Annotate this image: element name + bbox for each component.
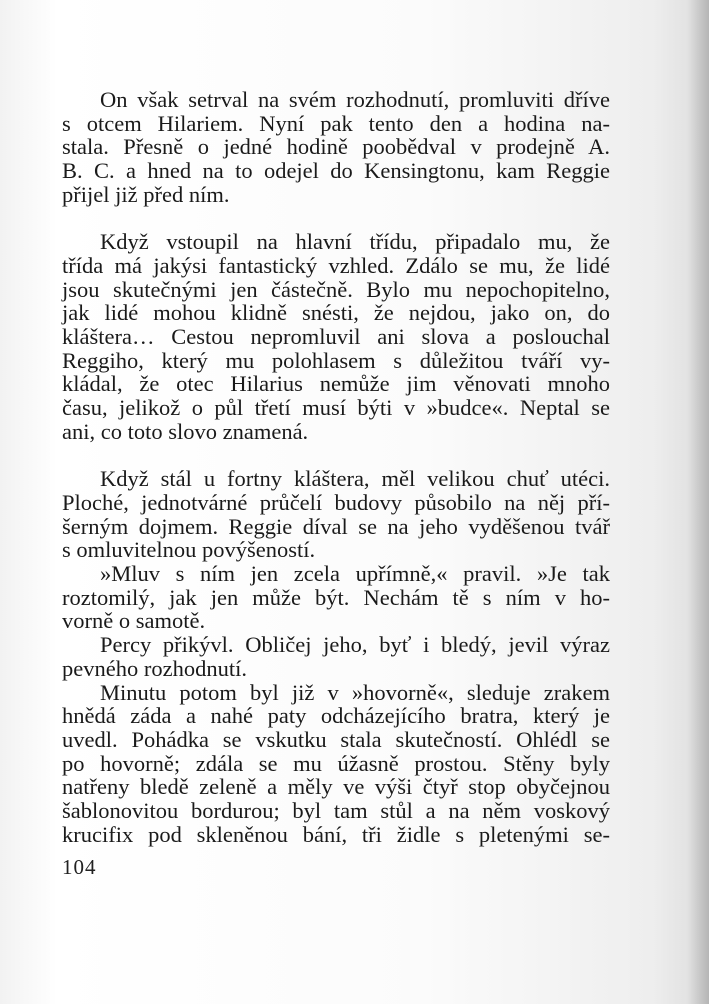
text-line: jak lidé mohou klidně snésti, že nejdou, jako on, do: [62, 300, 610, 326]
text-line: šablonovitou bordurou; byl tam stůl a na něm voskový: [62, 798, 610, 824]
text-line: »Mluv s ním jen zcela upřímně,« pravil. »Je tak: [100, 561, 610, 587]
paragraph-1: [62, 88, 610, 207]
text-line: s otcem Hilariem. Nyní pak tento den a hodina na-: [62, 110, 610, 136]
page-gutter-shadow: [687, 0, 709, 1004]
paragraph-2: [62, 230, 610, 443]
text-line: Percy přikývl. Obličej jeho, byť i bledý, jevil výraz: [100, 632, 610, 658]
text-line: s omluvitelnou povýšeností.: [62, 537, 316, 563]
text-line: přijel již před ním.: [62, 181, 230, 207]
paragraph-6: [62, 681, 610, 847]
text-line: roztomilý, jak jen může být. Nechám tě s ním v ho-: [62, 584, 610, 610]
text-line: natřeny bledě zeleně a měly ve výši čtyř stop obyčejnou: [62, 774, 610, 800]
text-line: stala. Přesně o jedné hodině poobědval v prodejně A.: [62, 134, 610, 160]
text-line: krucifix pod skleněnou bání, tři židle s pletenými se-: [62, 821, 610, 847]
text-line: kláštera… Cestou nepromluvil ani slova a poslouchal: [62, 324, 610, 350]
text-line: kládal, že otec Hilarius nemůže jim věnovati mnoho: [62, 371, 610, 397]
text-line: ani, co toto slovo znamená.: [62, 418, 309, 444]
paragraph-4: [62, 562, 610, 633]
text-line: po hovorně; zdála se mu úžasně prostou. Stěny byly: [62, 750, 610, 776]
text-line: hnědá záda a nahé paty odcházejícího bratra, který je: [62, 703, 610, 729]
text-line: pevného rozhodnutí.: [62, 655, 247, 681]
page-number: 104: [62, 855, 97, 879]
text-line: Ploché, jednotvárné průčelí budovy působilo na něj pří-: [62, 489, 610, 515]
text-line: On však setrval na svém rozhodnutí, promluviti dříve: [100, 87, 610, 112]
text-line: Když vstoupil na hlavní třídu, připadalo mu, že: [100, 229, 610, 255]
text-line: Minutu potom byl již v »hovorně«, sleduje zrakem: [100, 679, 610, 705]
text-line: Reggiho, který mu polohlasem s důležitou tváří vy-: [62, 347, 610, 373]
text-line: vorně o samotě.: [62, 608, 206, 634]
body-text: [62, 88, 610, 846]
text-line: Když stál u fortny kláštera, měl velikou chuť utéci.: [100, 466, 610, 492]
text-line: B. C. a hned na to odejel do Kensingtonu, kam Reggie: [62, 158, 610, 184]
text-line: času, jelikož o půl třetí musí býti v »budce«. Neptal se: [62, 395, 610, 421]
paragraph-3: [62, 467, 610, 562]
text-line: šerným dojmem. Reggie díval se na jeho vyděšenou tvář: [62, 513, 610, 539]
text-line: jsou skutečnými jen částečně. Bylo mu nepochopitelno,: [62, 276, 610, 302]
text-line: uvedl. Pohádka se vskutku stala skutečností. Ohlédl se: [62, 726, 610, 752]
text-line: třída má jakýsi fantastický vzhled. Zdálo se mu, že lidé: [62, 252, 610, 278]
paragraph-5: [62, 633, 610, 680]
